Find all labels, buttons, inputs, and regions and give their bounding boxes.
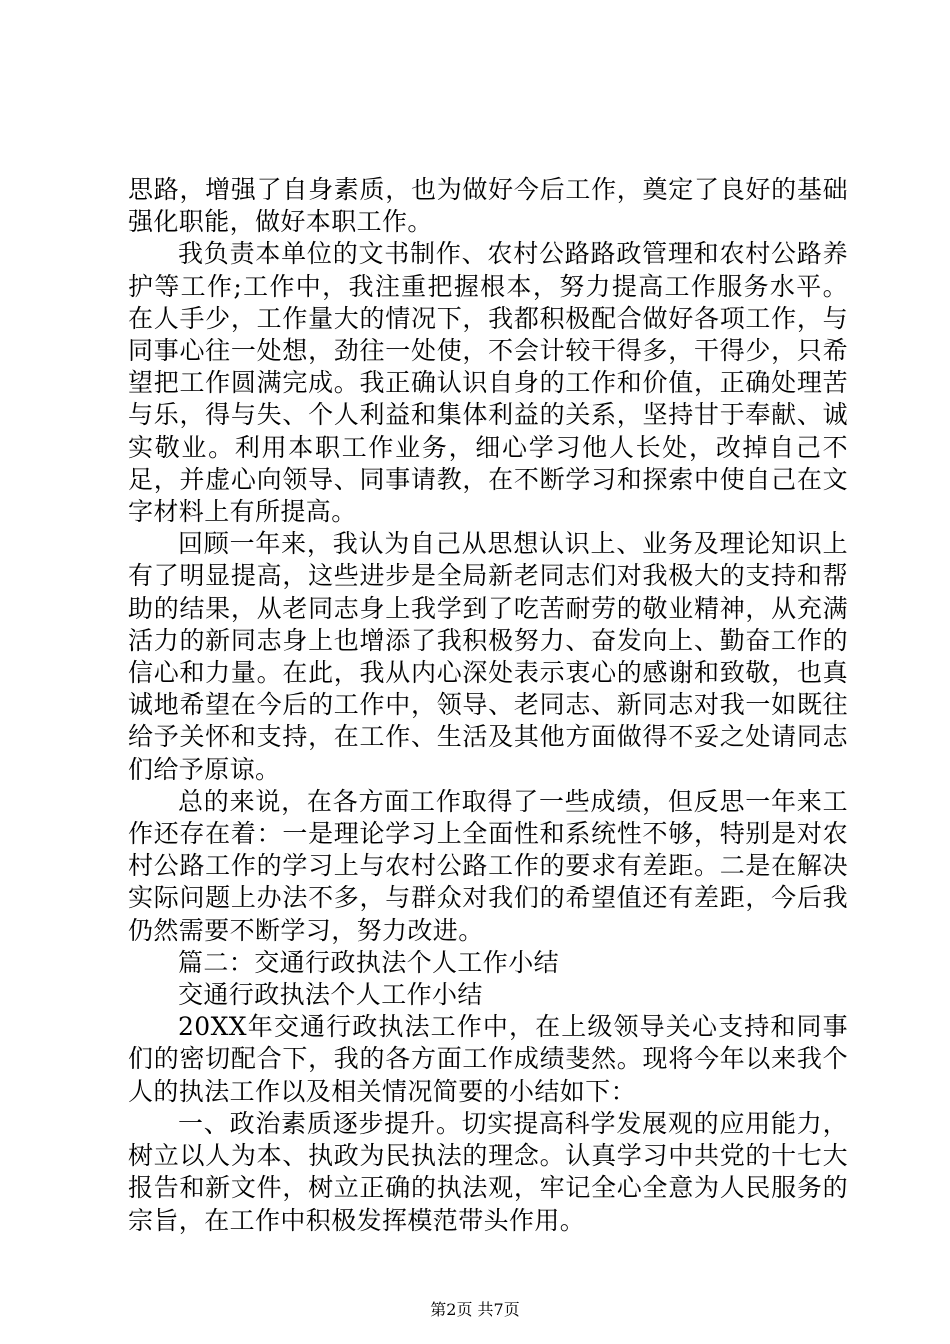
paragraph-4: 总的来说，在各方面工作取得了一些成绩，但反思一年来工作还存在着：一是理论学习上全面性和系统性不够，特别是对农村公路工作的学习上与农村公路工作的要求有差距。二是在解决实际问题上办法不多，与群众对我们的希望值还有差距，今后我仍然需要不断学习，努力改进。 — [128, 786, 848, 945]
paragraph-6: 一、政治素质逐步提升。切实提高科学发展观的应用能力，树立以人为本、执政为民执法的理念。认真学习中共党的十七大报告和新文件，树立正确的执法观，牢记全心全意为人民服务的宗旨，在工作中积极发挥模范带头作用。 — [128, 1108, 848, 1235]
paragraph-3: 回顾一年来，我认为自己从思想认识上、业务及理论知识上有了明显提高，这些进步是全局新老同志们对我极大的支持和帮助的结果，从老同志身上我学到了吃苦耐劳的敬业精神，从充满活力的新同志身上也增添了我积极努力、奋发向上、勤奋工作的信心和力量。在此，我从内心深处表示衷心的感谢和致敬，也真诚地希望在今后的工作中，领导、老同志、新同志对我一如既往给予关怀和支持，在工作、生活及其他方面做得不妥之处请同志们给予原谅。 — [128, 529, 848, 784]
paragraph-1: 思路，增强了自身素质，也为做好今后工作，奠定了良好的基础强化职能，做好本职工作。 — [128, 175, 848, 237]
page-number-footer: 第2页 共7页 — [430, 1300, 520, 1319]
paragraph-2: 我负责本单位的文书制作、农村公路路政管理和农村公路养护等工作;工作中，我注重把握根本，努力提高工作服务水平。在人手少，工作量大的情况下，我都积极配合做好各项工作，与同事心往一处想，劲往一处使，不会计较干得多，干得少，只希望把工作圆满完成。我正确认识自身的工作和价值，正确处理苦与乐，得与失、个人利益和集体利益的关系，坚持甘于奉献、诚实敬业。利用本职工作业务，细心学习他人长处，改掉自己不足，并虚心向领导、同事请教，在不断学习和探索中使自己在文字材料上有所提高。 — [128, 239, 848, 527]
paragraph-5: 20XX年交通行政执法工作中，在上级领导关心支持和同事们的密切配合下，我的各方面工作成绩斐然。现将今年以来我个人的执法工作以及相关情况简要的小结如下： — [128, 1012, 848, 1106]
document-body — [128, 174, 848, 1237]
section-title: 交通行政执法个人工作小结 — [178, 980, 483, 1010]
section-heading-part-two: 篇二：交通行政执法个人工作小结 — [178, 947, 560, 977]
